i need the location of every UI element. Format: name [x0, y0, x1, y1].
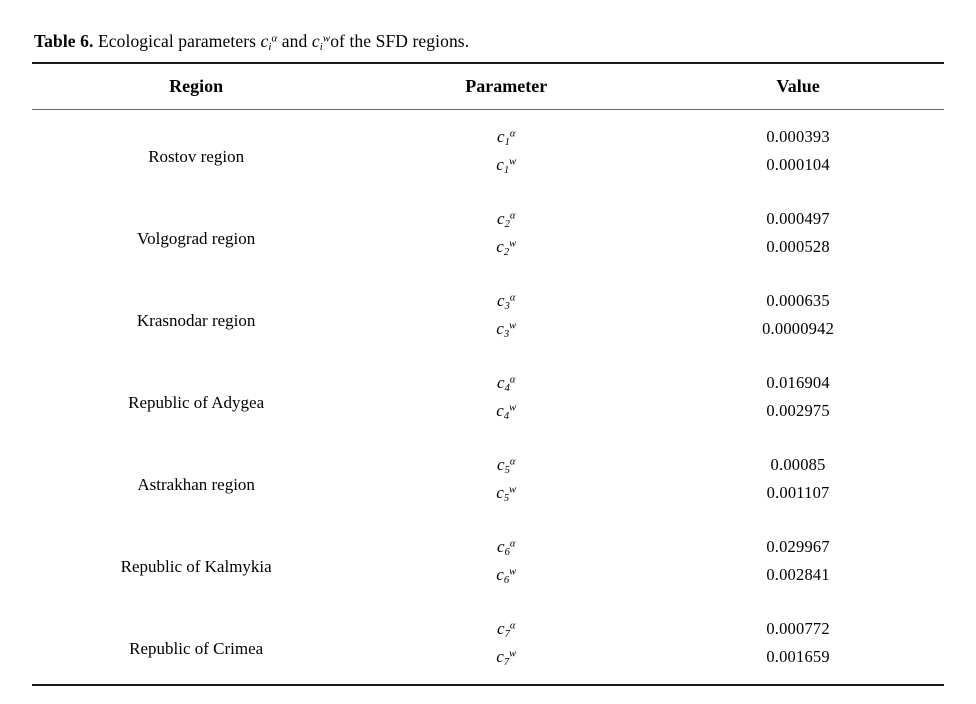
region-cell: Astrakhan region [137, 475, 255, 495]
table-row [32, 602, 944, 643]
table-row [32, 520, 944, 561]
column-header-parameter: Parameter [360, 63, 652, 110]
parameter-cell: $c_3^w$ [496, 318, 517, 340]
table-row [32, 192, 944, 233]
value-cell: 0.00085 [770, 454, 826, 474]
value-cell: 0.000497 [766, 208, 830, 228]
table-bottom-rule [32, 684, 944, 686]
table-head [32, 63, 944, 110]
region-cell: Volgograd region [137, 229, 256, 249]
parameter-cell: $c_4^w$ [496, 400, 517, 422]
column-header-region: Region [32, 63, 360, 110]
value-cell: 0.000528 [766, 236, 830, 256]
parameter-cell: $c_6^w$ [496, 564, 517, 586]
table-caption-text-middle: and [281, 31, 308, 51]
table-caption [34, 30, 944, 54]
parameter-cell: $c_1^w$ [496, 154, 517, 176]
table-row [32, 438, 944, 479]
parameter-cell: $c_3^\alpha$ [497, 290, 516, 312]
value-cell: 0.001107 [766, 482, 830, 502]
value-cell: 0.000104 [766, 154, 830, 174]
value-cell: 0.001659 [766, 646, 830, 666]
caption-symbol-w: $c_i^w$ [311, 31, 331, 54]
parameter-cell: $c_5^\alpha$ [497, 454, 516, 476]
region-cell: Republic of Kalmykia [120, 557, 272, 577]
table-row [32, 274, 944, 315]
ecological-parameters-table [32, 62, 944, 684]
table-row [32, 109, 944, 151]
parameter-cell: $c_7^w$ [496, 646, 517, 668]
table-caption-text-after: of the SFD regions. [330, 31, 470, 51]
table-caption-text-before: Ecological parameters [97, 31, 257, 51]
value-cell: 0.0000942 [762, 318, 835, 338]
value-cell: 0.002975 [766, 400, 830, 420]
table-header-row [32, 63, 944, 110]
parameter-cell: $c_6^\alpha$ [497, 536, 516, 558]
region-cell: Republic of Adygea [128, 393, 265, 413]
caption-symbol-alpha: $c_i^\alpha$ [260, 31, 278, 54]
region-cell: Republic of Crimea [129, 639, 264, 659]
parameter-cell: $c_1^\alpha$ [497, 126, 516, 148]
column-header-value: Value [652, 63, 944, 110]
value-cell: 0.000772 [766, 618, 830, 638]
table-caption-label: Table 6. [34, 31, 94, 51]
value-cell: 0.029967 [766, 536, 830, 556]
region-cell: Rostov region [148, 147, 245, 167]
parameter-cell: $c_2^\alpha$ [497, 208, 516, 230]
parameter-cell: $c_5^w$ [496, 482, 517, 504]
value-cell: 0.002841 [766, 564, 830, 584]
value-cell: 0.016904 [766, 372, 830, 392]
parameter-cell: $c_7^\alpha$ [497, 618, 516, 640]
value-cell: 0.000635 [766, 290, 830, 310]
table-body [32, 109, 944, 684]
region-cell: Krasnodar region [136, 311, 256, 331]
parameter-cell: $c_2^w$ [496, 236, 517, 258]
parameter-cell: $c_4^\alpha$ [497, 372, 516, 394]
table-row [32, 356, 944, 397]
value-cell: 0.000393 [766, 126, 830, 146]
